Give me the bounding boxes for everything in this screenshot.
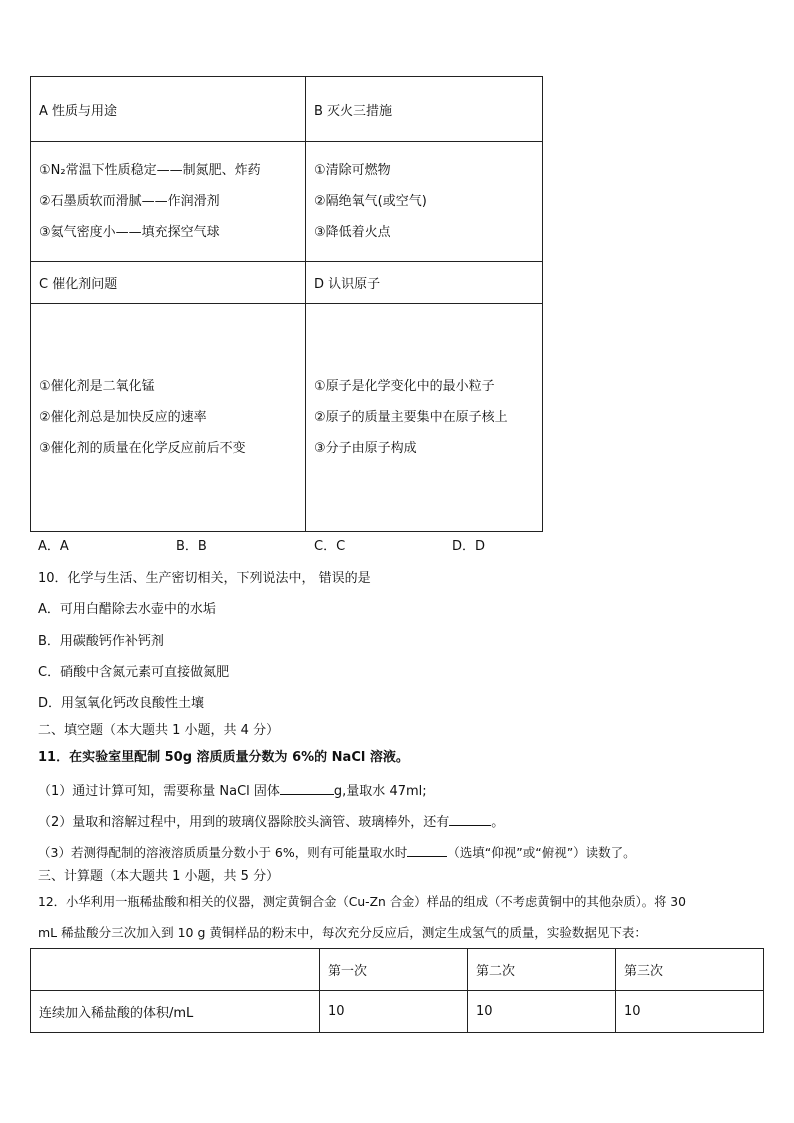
table-row (31, 991, 764, 1033)
cell-c-line-3: ③催化剂的质量在化学反应前后不变 (39, 441, 246, 456)
cell-a-title: A 性质与用途 (31, 77, 306, 142)
q12-row-label: 连续加入稀盐酸的体积/mL (31, 991, 320, 1033)
q12-cell-3: 10 (616, 991, 764, 1033)
quiz9-table (30, 76, 543, 532)
cell-b-line-2: ②隔绝氧气(或空气) (314, 194, 427, 209)
q12-stem-line-2: mL 稀盐酸分三次加入到 10 g 黄铜样品的粉末中，每次充分反应后，测定生成氢气的质量，实验数据见下表： (38, 925, 647, 940)
cell-c-line-2: ②催化剂总是加快反应的速率 (39, 410, 207, 425)
q11-part-3 (38, 842, 636, 862)
cell-a-content (31, 142, 306, 262)
section-2-heading: 二、填空题（本大题共 1 小题，共 4 分） (38, 723, 280, 738)
q11-answer-blank-2[interactable] (449, 811, 491, 826)
cell-b-line-3: ③降低着火点 (314, 225, 391, 240)
cell-d-line-2: ②原子的质量主要集中在原子核上 (314, 410, 508, 425)
q9-option-b[interactable]: B．B (176, 539, 207, 554)
q12-stem-line-1: 12．小华利用一瓶稀盐酸和相关的仪器，测定黄铜合金（Cu-Zn 合金）样品的组成（不考虑黄铜中的其他杂质）。将 30 (38, 895, 686, 909)
q9-option-d[interactable]: D．D (452, 539, 486, 554)
q11-part-1-text-b: g,量取水 47ml; (333, 784, 427, 799)
q12-header-empty (31, 949, 320, 991)
cell-c-content (31, 304, 306, 532)
cell-c-title: C 催化剂问题 (31, 262, 306, 304)
q11-part-3-text-a: （3）若测得配制的溶液溶质质量分数小于 6%，则有可能量取水时 (38, 845, 408, 860)
q12-data-table (30, 948, 764, 1033)
cell-d-content (306, 304, 543, 532)
q11-answer-blank-3[interactable] (407, 842, 447, 857)
q12-header-2: 第二次 (468, 949, 616, 991)
cell-d-line-3: ③分子由原子构成 (314, 441, 417, 456)
q10-option-d[interactable]: D．用氢氧化钙改良酸性土壤 (38, 696, 205, 711)
q11-stem: 11．在实验室里配制 50g 溶质质量分数为 6%的 NaCl 溶液。 (38, 750, 409, 765)
cell-d-line-1: ①原子是化学变化中的最小粒子 (314, 379, 495, 394)
q12-header-1: 第一次 (320, 949, 468, 991)
q11-part-2-text-b: 。 (491, 815, 505, 830)
q10-option-a[interactable]: A．可用白醋除去水壶中的水垢 (38, 602, 216, 617)
cell-a-line-2: ②石墨质软而滑腻——作润滑剂 (39, 194, 220, 209)
q10-option-c[interactable]: C．硝酸中含氮元素可直接做氮肥 (38, 665, 230, 680)
q10-option-b[interactable]: B．用碳酸钙作补钙剂 (38, 634, 164, 649)
q10-stem: 10．化学与生活、生产密切相关，下列说法中， 错误的是 (38, 571, 371, 586)
q11-part-1 (38, 780, 427, 801)
q11-part-1-text-a: （1）通过计算可知，需要称量 NaCl 固体 (38, 784, 280, 799)
section-3-heading: 三、计算题（本大题共 1 小题，共 5 分） (38, 869, 280, 884)
q11-answer-blank-1[interactable] (280, 780, 334, 795)
cell-b-line-1: ①清除可燃物 (314, 163, 391, 178)
q9-option-a[interactable]: A．A (38, 539, 69, 554)
cell-a-line-3: ③氦气密度小——填充探空气球 (39, 225, 220, 240)
q12-cell-1: 10 (320, 991, 468, 1033)
q11-part-3-text-b: （选填“仰视”或“俯视”）读数了。 (447, 845, 636, 860)
q11-part-2 (38, 811, 504, 832)
cell-b-content (306, 142, 543, 262)
q9-option-c[interactable]: C．C (314, 539, 346, 554)
cell-b-title: B 灭火三措施 (306, 77, 543, 142)
q12-cell-2: 10 (468, 991, 616, 1033)
cell-a-line-1: ①N₂常温下性质稳定——制氮肥、炸药 (39, 163, 261, 178)
cell-c-line-1: ①催化剂是二氧化锰 (39, 379, 155, 394)
q12-header-3: 第三次 (616, 949, 764, 991)
q11-part-2-text-a: （2）量取和溶解过程中，用到的玻璃仪器除胶头滴管、玻璃棒外，还有 (38, 815, 450, 830)
cell-d-title: D 认识原子 (306, 262, 543, 304)
